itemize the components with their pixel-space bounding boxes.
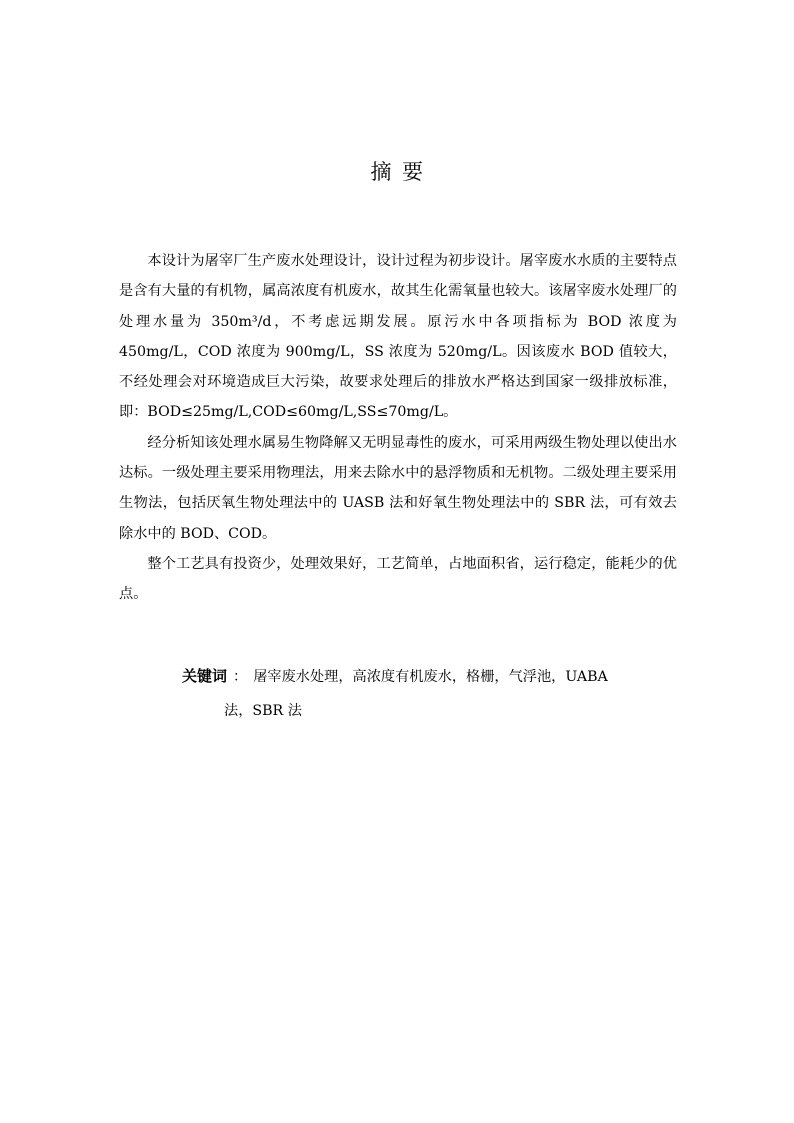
keywords-line-2 bbox=[182, 694, 660, 728]
keywords-text-1: 屠宰废水处理，高浓度有机废水，格栅，气浮池，UABA bbox=[253, 669, 608, 685]
keywords-section bbox=[182, 659, 660, 728]
keywords-separator: ： bbox=[233, 669, 248, 685]
keywords-label: 关键词 bbox=[182, 667, 228, 685]
abstract-title: 摘要 bbox=[370, 160, 434, 184]
abstract-paragraph-1: 本设计为屠宰厂生产废水处理设计，设计过程为初步设计。屠宰废水水质的主要特点是含有大量的有机物，属高浓度有机废水，故其生化需氧量也较大。该屠宰废水处理厂的处理水量为 350m³/d，不考虑远期发展。原污水中各项指标为 BOD 浓度为 450mg/L，COD 浓度为 900mg/L，SS 浓度为 520mg/L。因该废水 BOD 值较大，不经处理会对环境造成巨大污染，故要求处理后的排放水严格达到国家一级排放标准，即：BOD≤25mg/L,COD≤60mg/L,SS≤70mg/L。 bbox=[119, 253, 677, 421]
keywords-text-2: 法，SBR 法 bbox=[224, 703, 302, 719]
abstract-body bbox=[119, 246, 677, 610]
abstract-paragraph-2: 经分析知该处理水属易生物降解又无明显毒性的废水，可采用两级生物处理以使出水达标。一级处理主要采用物理法，用来去除水中的悬浮物质和无机物。二级处理主要采用生物法，包括厌氧生物处理法中的 UASB 法和好氧生物处理法中的 SBR 法，可有效去除水中的 BOD、COD。 bbox=[119, 434, 677, 542]
abstract-paragraph-3: 整个工艺具有投资少，处理效果好，工艺简单，占地面积省，运行稳定，能耗少的优点。 bbox=[119, 555, 677, 603]
keywords-line-1 bbox=[182, 659, 660, 694]
